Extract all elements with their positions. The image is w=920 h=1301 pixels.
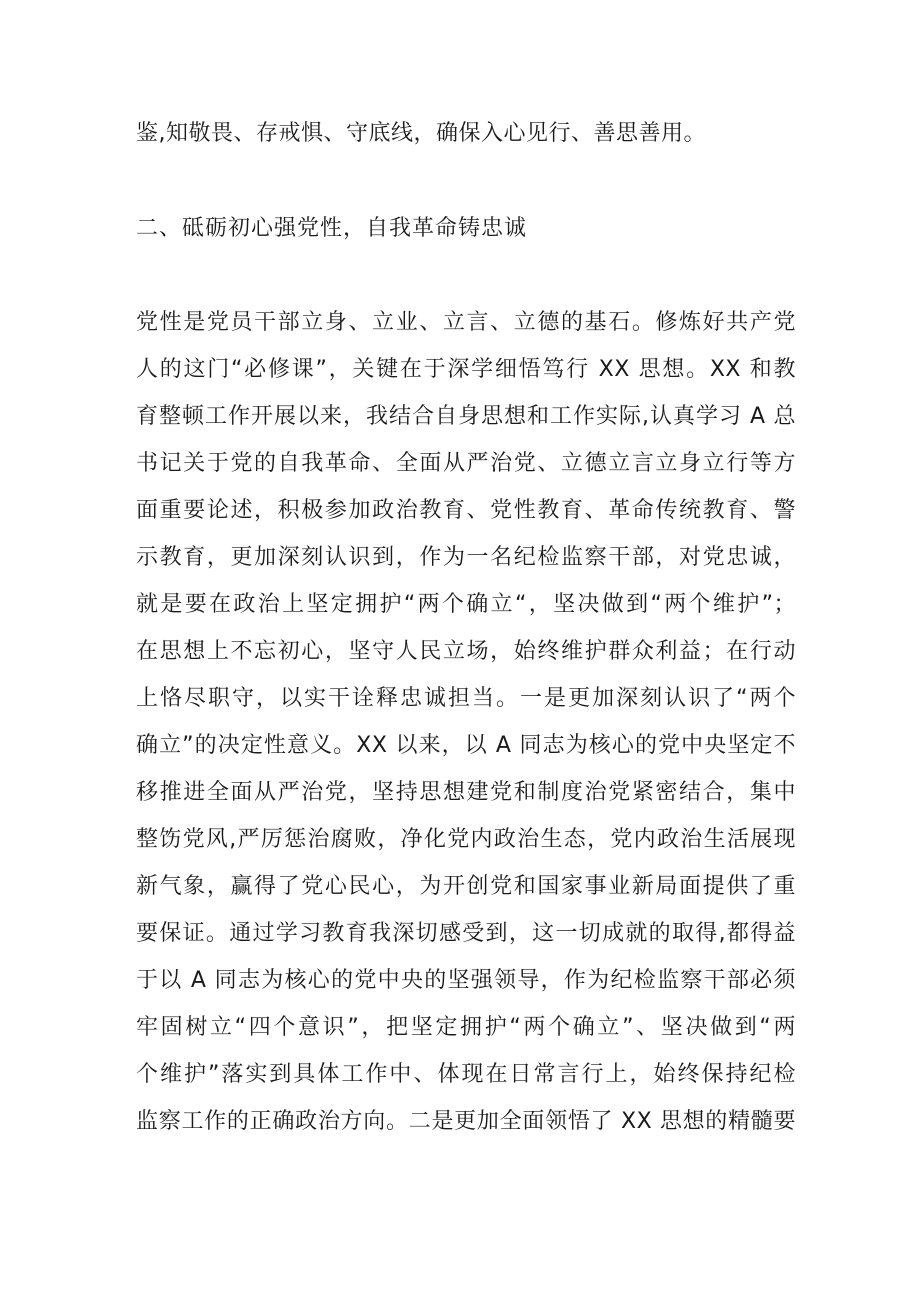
- paragraph-line: 个维护”落实到具体工作中、体现在日常言行上，始终保持纪检: [136, 1062, 796, 1087]
- paragraph-line: 要保证。通过学习教育我深切感受到，这一切成就的取得,都得益: [136, 921, 796, 946]
- paragraph-line: 整饬党风,严厉惩治腐败，净化党内政治生态，党内政治生活展现: [136, 827, 796, 852]
- paragraph-line: 就是要在政治上坚定拥护“两个确立“，坚决做到“两个维护”；: [136, 592, 796, 617]
- paragraph-line: 监察工作的正确政治方向。二是更加全面领悟了 XX 思想的精髓要: [136, 1109, 796, 1134]
- section-heading: 二、砥砺初心强党性，自我革命铸忠诚: [136, 216, 528, 241]
- paragraph-line: 人的这门“必修课”，关键在于深学细悟笃行 XX 思想。XX 和教: [136, 357, 796, 382]
- paragraph-line: 面重要论述，积极参加政治教育、党性教育、革命传统教育、警: [136, 498, 796, 523]
- paragraph-line: 党性是党员干部立身、立业、立言、立德的基石。修炼好共产党: [136, 310, 796, 335]
- paragraph-line: 确立”的决定性意义。XX 以来，以 A 同志为核心的党中央坚定不: [136, 733, 796, 758]
- paragraph-line: 牢固树立“四个意识”，把坚定拥护“两个确立”、坚决做到“两: [136, 1015, 796, 1040]
- paragraph-line: 示教育，更加深刻认识到，作为一名纪检监察干部，对党忠诚，: [136, 545, 796, 570]
- paragraph-line: 新气象，赢得了党心民心，为开创党和国家事业新局面提供了重: [136, 874, 796, 899]
- paragraph-line: 上恪尽职守，以实干诠释忠诚担当。一是更加深刻认识了“两个: [136, 686, 796, 711]
- paragraph-line: 于以 A 同志为核心的党中央的坚强领导，作为纪检监察干部必须: [136, 968, 796, 993]
- paragraph-line: 育整顿工作开展以来，我结合自身思想和工作实际,认真学习 A 总: [136, 404, 796, 429]
- paragraph-line: 书记关于党的自我革命、全面从严治党、立德立言立身立行等方: [136, 451, 796, 476]
- paragraph-line: 在思想上不忘初心，坚守人民立场，始终维护群众利益；在行动: [136, 639, 796, 664]
- paragraph-line: 移推进全面从严治党，坚持思想建党和制度治党紧密结合，集中: [136, 780, 796, 805]
- lead-line: 鉴,知敬畏、存戒惧、守底线，确保入心见行、善思善用。: [136, 121, 706, 146]
